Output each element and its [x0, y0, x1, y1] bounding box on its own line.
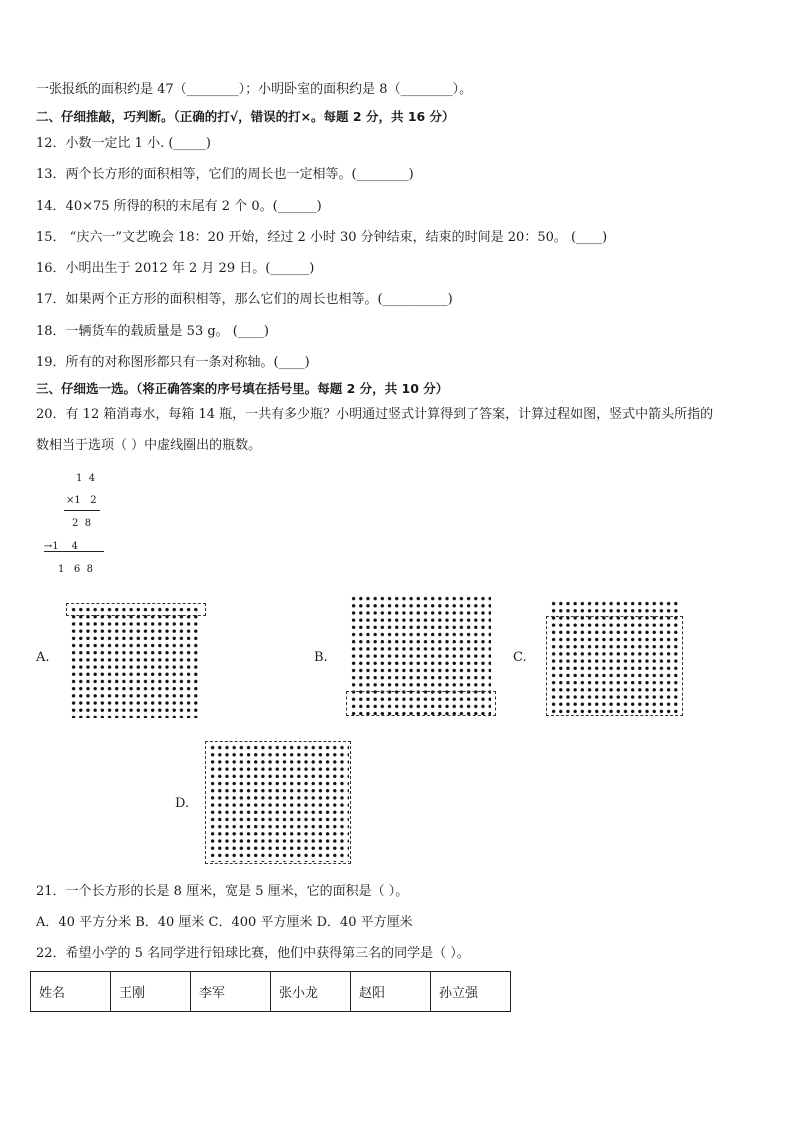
table-row	[31, 972, 511, 1012]
calc-row-multiplier: ×1 2	[66, 495, 97, 506]
table-cell: 王刚	[111, 972, 191, 1012]
option-b-label[interactable]: B.	[314, 650, 328, 665]
option-b-dashed-outline	[346, 691, 496, 716]
table-cell: 李军	[191, 972, 271, 1012]
q15-text: 15． “庆六一”文艺晚会 18：20 开始，经过 2 小时 30 分钟结束，结束的时间是 20：50。 (____)	[36, 230, 608, 245]
option-a-label[interactable]: A.	[36, 650, 50, 665]
table-cell: 赵阳	[351, 972, 431, 1012]
calc-rule-line	[64, 510, 100, 511]
calc-row-product: 1 6 8	[58, 564, 93, 575]
table-cell-header: 姓名	[31, 972, 111, 1012]
table-cell: 孙立强	[431, 972, 511, 1012]
q20-text-line2: 数相当于选项（ ）中虚线圈出的瓶数。	[36, 438, 262, 453]
option-c-dashed-outline	[546, 616, 683, 716]
calc-rule-line-2	[44, 551, 104, 552]
q21-options: A．40 平方分米 B．40 厘米 C．400 平方厘米 D．40 平方厘米	[36, 915, 413, 930]
section-2-heading: 二、仔细推敲，巧判断。（正确的打√，错误的打×。每题 2 分，共 16 分）	[36, 109, 455, 124]
calc-row-partial-2: →1 4	[44, 541, 78, 552]
q21-text: 21．一个长方形的长是 8 厘米，宽是 5 厘米，它的面积是（ ）。	[36, 884, 409, 899]
q13-text: 13．两个长方形的面积相等，它们的周长也一定相等。(________)	[36, 167, 414, 182]
table-cell: 张小龙	[271, 972, 351, 1012]
q11-text: 一张报纸的面积约是 47（________）；小明卧室的面积约是 8（________）。	[36, 82, 473, 97]
option-a-dashed-outline	[66, 603, 206, 616]
q14-text: 14．40×75 所得的积的末尾有 2 个 0。(______)	[36, 199, 322, 214]
q22-text: 22．希望小学的 5 名同学进行铅球比赛，他们中获得第三名的同学是（ ）。	[36, 946, 470, 961]
section-3-heading: 三、仔细选一选。（将正确答案的序号填在括号里。每题 2 分，共 10 分）	[36, 381, 449, 396]
q12-text: 12．小数一定比 1 小. (_____)	[36, 136, 211, 151]
option-d-dashed-outline	[205, 741, 351, 864]
option-c-label[interactable]: C.	[513, 650, 527, 665]
calc-row-partial-1: 2 8	[72, 518, 92, 529]
q16-text: 16．小明出生于 2012 年 2 月 29 日。(______)	[36, 261, 315, 276]
q17-text: 17．如果两个正方形的面积相等，那么它们的周长也相等。(__________)	[36, 292, 453, 307]
option-d-label[interactable]: D.	[175, 796, 190, 811]
q20-text-line1: 20．有 12 箱消毒水，每箱 14 瓶，一共有多少瓶？小明通过竖式计算得到了答案，计算过程如图，竖式中箭头所指的	[36, 407, 714, 422]
calc-row-multiplicand: 1 4	[76, 473, 96, 484]
q19-text: 19．所有的对称图形都只有一条对称轴。(____)	[36, 355, 310, 370]
q18-text: 18．一辆货车的载质量是 53 g。 (____)	[36, 324, 269, 339]
shotput-students-table	[30, 971, 511, 1012]
option-a-dot-grid	[70, 606, 200, 718]
